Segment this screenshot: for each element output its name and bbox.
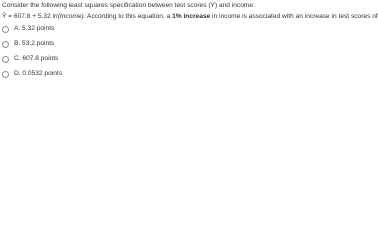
equation-emphasis: 1% increase [172,13,211,20]
option-c-label: C. 607.8 points [14,55,59,62]
option-c-radio[interactable] [2,56,9,63]
option-a-label: A. 5.32 points [14,25,55,32]
option-b-label: B. 53.2 points [14,40,55,47]
equation-ln-term: ln(Income) [52,13,84,20]
question-equation [2,13,378,21]
option-d[interactable] [2,68,302,80]
option-b-radio[interactable] [2,41,9,48]
option-b[interactable] [2,38,302,50]
answer-options [2,23,302,83]
option-d-label: D. 0.0532 points [14,70,63,77]
option-a[interactable] [2,23,302,35]
question-prompt: Consider the following least squares specification between test scores (Y) and income: [2,2,255,9]
option-c[interactable] [2,53,302,65]
question-block [0,0,378,82]
equation-mid: . According to this equation, a [83,13,173,20]
equation-lhs: Ŷ = 607.8 + 5.32 [2,13,53,20]
option-d-radio[interactable] [2,71,9,78]
option-a-radio[interactable] [2,26,9,33]
equation-tail: in income is associated with an increase in test scores of [210,13,378,20]
